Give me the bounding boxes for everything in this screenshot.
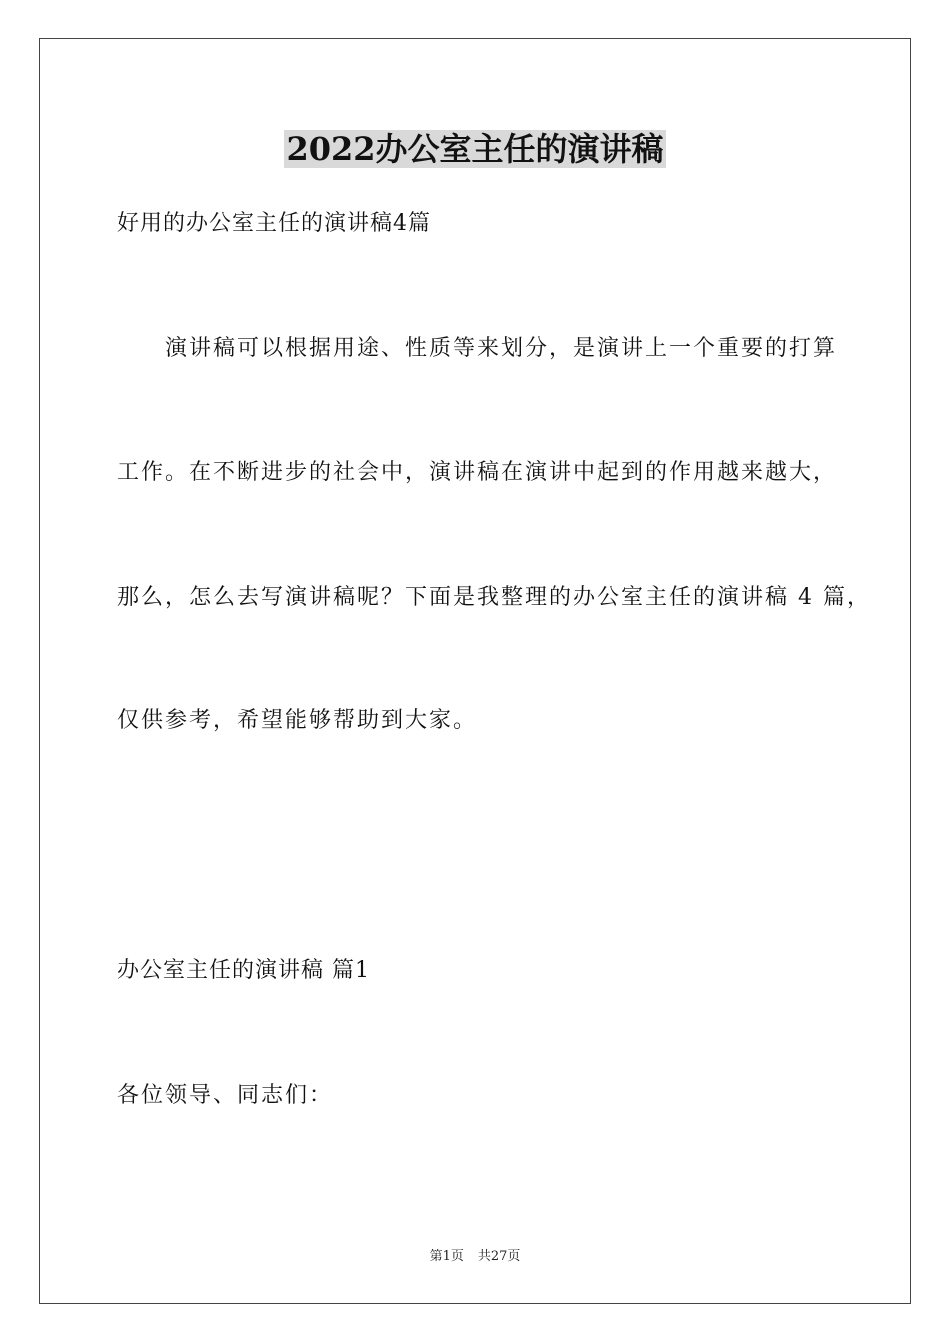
document-title: [0, 126, 950, 172]
document-subtitle: 好用的办公室主任的演讲稿4篇: [117, 211, 431, 236]
paragraph-line-2: 工作。在不断进步的社会中，演讲稿在演讲中起到的作用越来越大，: [117, 460, 838, 485]
paragraph-line-3: 那么，怎么去写演讲稿呢？下面是我整理的办公室主任的演讲稿 4 篇，: [117, 585, 871, 610]
greeting-line: 各位领导、同志们：: [117, 1083, 334, 1108]
page-footer: [0, 1247, 950, 1267]
paragraph-line-4: 仅供参考，希望能够帮助到大家。: [117, 708, 478, 733]
document-title-text: 2022办公室主任的演讲稿: [286, 130, 664, 168]
page-number: 第1页: [429, 1249, 464, 1264]
page-total: 共27页: [477, 1249, 521, 1264]
section-heading: 办公室主任的演讲稿 篇1: [117, 958, 370, 983]
paragraph-line-1: 演讲稿可以根据用途、性质等来划分，是演讲上一个重要的打算: [165, 336, 838, 361]
